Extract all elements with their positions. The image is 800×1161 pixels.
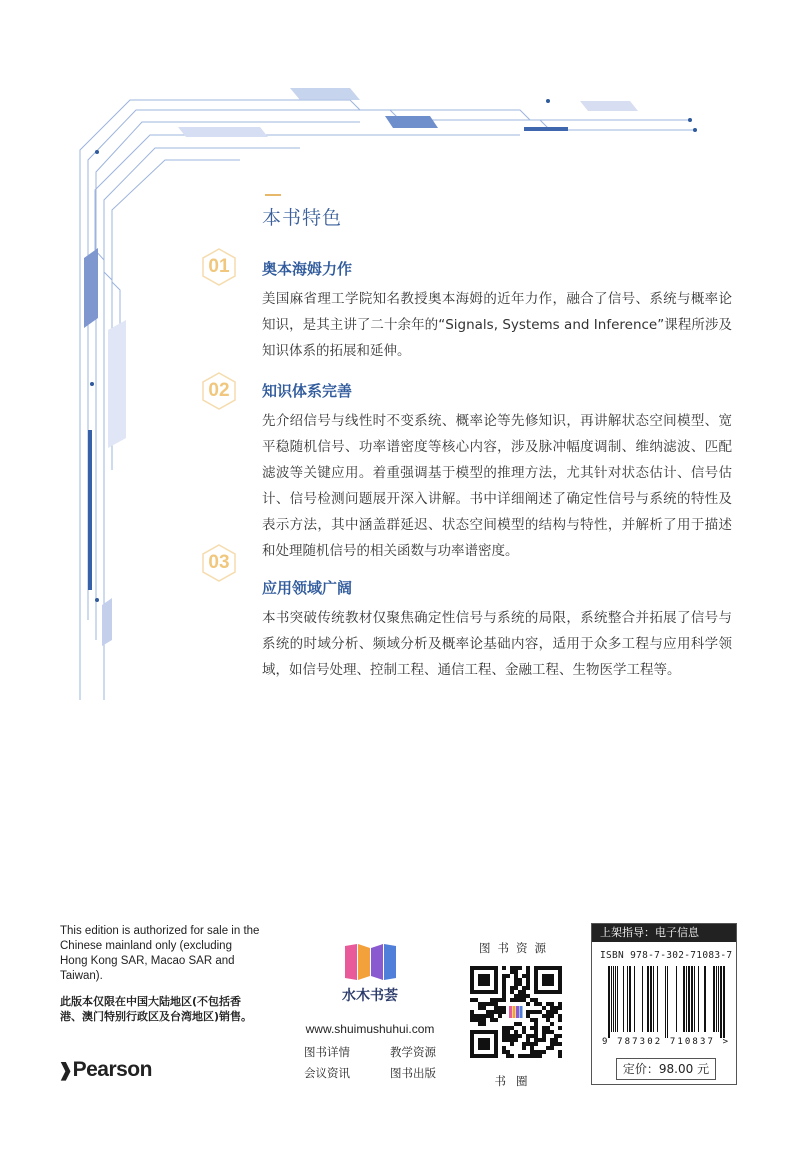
feature-title: 应用领域广阔 <box>262 579 353 597</box>
feature-body: 先介绍信号与线性时不变系统、概率论等先修知识，再讲解状态空间模型、宽平稳随机信号、功率谱密度等核心内容，涉及脉冲幅度调制、维纳滤波、匹配滤波等关键应用。着重强调基于模型的推理方法，尤其针对状态估计、信号估计、信号检测问题展开深入讲解。书中详细阐述了确定性信号与系统的特性及表示方法，其中涵盖群延迟、状态空间模型的结构与特性，并解析了用于描述和处理随机信号的相关函数与功率谱密度。 <box>262 413 732 559</box>
badge-03 <box>199 543 239 583</box>
section-title: 本书特色 <box>262 207 343 229</box>
isbn-number: ISBN 978-7-302-71083-7 <box>600 950 733 961</box>
badge-number: 02 <box>208 380 230 401</box>
feature-body: 美国麻省理工学院知名教授奥本海姆的近年力作，融合了信号、系统与概率论知识，是其主讲了二十余年的“Signals, Systems and Inference”课程所涉及知识体系的拓展和延伸。 <box>262 291 732 359</box>
barcode-digits: 9 787302 710837 > <box>602 1037 728 1046</box>
publisher-links <box>304 1042 436 1084</box>
section-title-accent <box>265 194 281 196</box>
feature-2 <box>262 380 732 564</box>
feature-title: 知识体系完善 <box>262 382 353 400</box>
qr-title: 图书资源 <box>479 941 553 955</box>
feature-body: 本书突破传统教材仅聚焦确定性信号与系统的局限，系统整合并拓展了信号与系统的时域分析、频域分析及概率论基础内容，适用于众多工程与应用科学领域，如信号处理、控制工程、通信工程、金融工程、生物医学工程等。 <box>262 610 732 678</box>
badge-number: 01 <box>208 256 230 277</box>
authorization-english: This edition is authorized for sale in the Chinese mainland only (excluding Hong Kong SAR, Macao SAR and Taiwan). <box>60 925 260 982</box>
price: 定价：98.00 元 <box>616 1058 716 1080</box>
feature-title: 奥本海姆力作 <box>262 260 353 278</box>
isbn-box <box>591 923 737 1085</box>
shelf-category: 上架指导：电子信息 <box>592 924 736 942</box>
link-book-publishing[interactable]: 图书出版 <box>390 1066 436 1080</box>
link-book-details[interactable]: 图书详情 <box>304 1045 350 1059</box>
link-conference-news[interactable]: 会议资讯 <box>304 1066 350 1080</box>
barcode-icon <box>602 966 730 1046</box>
link-teaching-resources[interactable]: 教学资源 <box>390 1045 436 1059</box>
badge-02 <box>199 371 239 411</box>
authorization-chinese: 此版本仅限在中国大陆地区(不包括香港、澳门特别行政区及台湾地区)销售。 <box>60 995 253 1023</box>
qr-caption: 书圈 <box>494 1074 538 1088</box>
pearson-wordmark: Pearson <box>72 1058 152 1081</box>
book-logo-icon <box>343 942 397 982</box>
publisher-url[interactable]: www.shuimushuhui.com <box>305 1022 435 1036</box>
pearson-logo: ❱Pearson <box>58 1058 152 1081</box>
publisher-name: 水木书荟 <box>342 988 398 1004</box>
feature-3 <box>262 577 732 683</box>
badge-01 <box>199 247 239 287</box>
feature-1 <box>262 258 732 364</box>
qr-code-icon[interactable] <box>470 966 562 1058</box>
badge-number: 03 <box>208 552 230 573</box>
